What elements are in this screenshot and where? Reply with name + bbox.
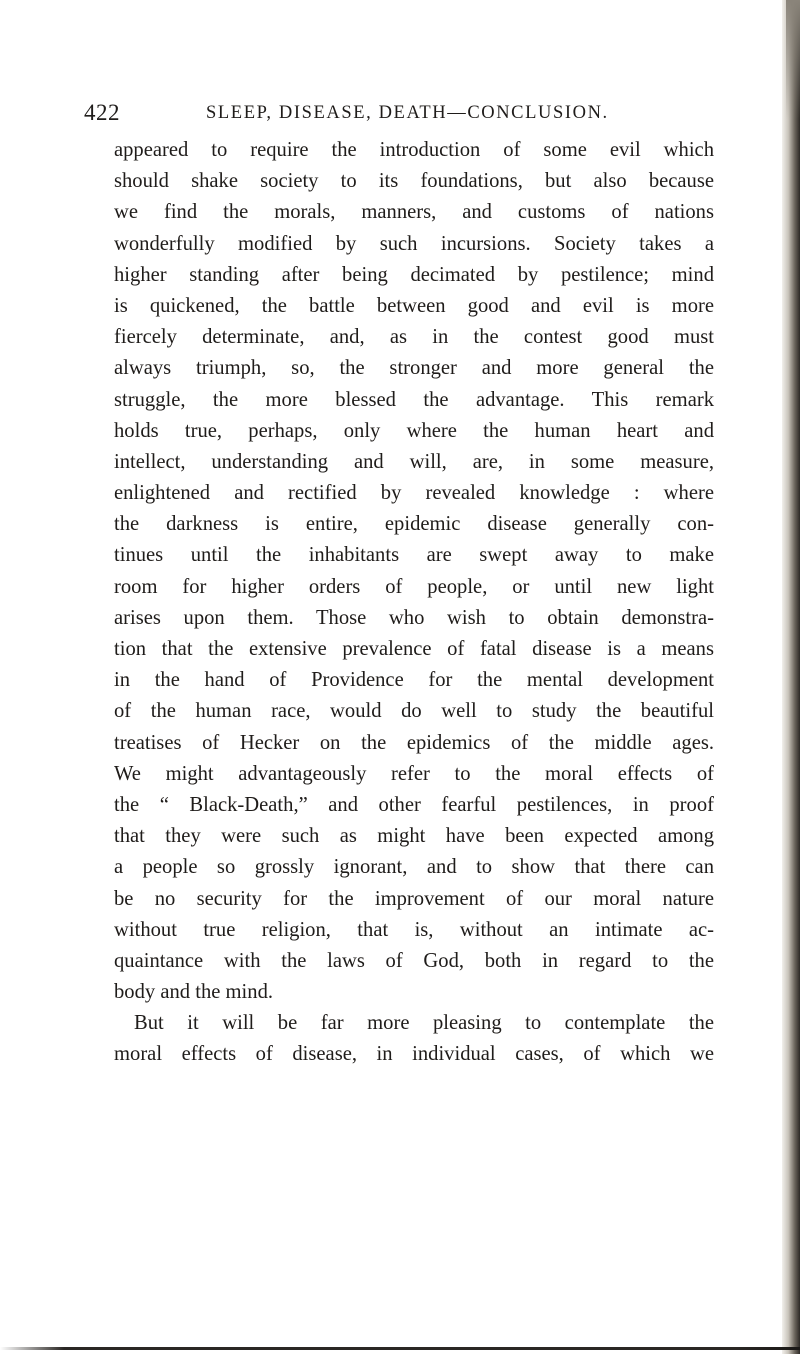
text-line: tion that the extensive prevalence of fatal disease is a means	[114, 638, 714, 660]
text-line: quaintance with the laws of God, both in regard to the	[114, 949, 714, 972]
text-line: tinues until the inhabitants are swept away to make	[114, 544, 714, 567]
page-edge-shadow-top	[786, 0, 800, 120]
text-line: wonderfully modified by such incursions. Society takes a	[114, 232, 714, 255]
text-line: we find the morals, manners, and customs of nations	[114, 201, 714, 224]
text-line: that they were such as might have been expected among	[114, 825, 714, 848]
text-line: arises upon them. Those who wish to obtain demonstra-	[114, 606, 714, 629]
body-text	[114, 135, 714, 1071]
page-header	[84, 100, 724, 140]
text-line: be no security for the improvement of our moral nature	[114, 887, 714, 910]
text-line: treatises of Hecker on the epidemics of the middle ages.	[114, 731, 714, 754]
text-line: is quickened, the battle between good and evil is more	[114, 294, 714, 317]
text-line: the “ Black-Death,” and other fearful pestilences, in proof	[114, 793, 714, 816]
text-line: room for higher orders of people, or until new light	[114, 575, 714, 598]
text-line-paragraph-end: body and the mind.	[114, 981, 274, 1004]
page-edge-shadow	[782, 0, 800, 1354]
text-line: intellect, understanding and will, are, in some measure,	[114, 450, 714, 473]
running-head: SLEEP, DISEASE, DEATH—CONCLUSION.	[206, 103, 609, 123]
page-bottom-edge	[0, 1347, 800, 1350]
text-line: We might advantageously refer to the moral effects of	[114, 762, 714, 785]
page-number: 422	[84, 100, 120, 125]
text-line: enlightened and rectified by revealed knowledge : where	[114, 482, 714, 505]
text-line: appeared to require the introduction of some evil which	[114, 139, 714, 161]
text-line: the darkness is entire, epidemic disease generally con-	[114, 513, 714, 536]
text-line-paragraph-start: But it will be far more pleasing to contemplate the	[134, 1012, 714, 1035]
text-line: should shake society to its foundations, but also because	[114, 170, 714, 193]
text-line: of the human race, would do well to study the beautiful	[114, 700, 714, 723]
text-line: without true religion, that is, without an intimate ac-	[114, 918, 714, 941]
text-line: a people so grossly ignorant, and to show that there can	[114, 856, 714, 879]
text-line: in the hand of Providence for the mental development	[114, 669, 714, 692]
text-line: moral effects of disease, in individual cases, of which we	[114, 1043, 714, 1066]
text-line: always triumph, so, the stronger and more general the	[114, 357, 714, 380]
text-line: higher standing after being decimated by pestilence; mind	[114, 263, 714, 286]
text-line: struggle, the more blessed the advantage. This remark	[114, 388, 714, 411]
text-line: fiercely determinate, and, as in the contest good must	[114, 326, 714, 349]
text-line: holds true, perhaps, only where the human heart and	[114, 419, 714, 442]
